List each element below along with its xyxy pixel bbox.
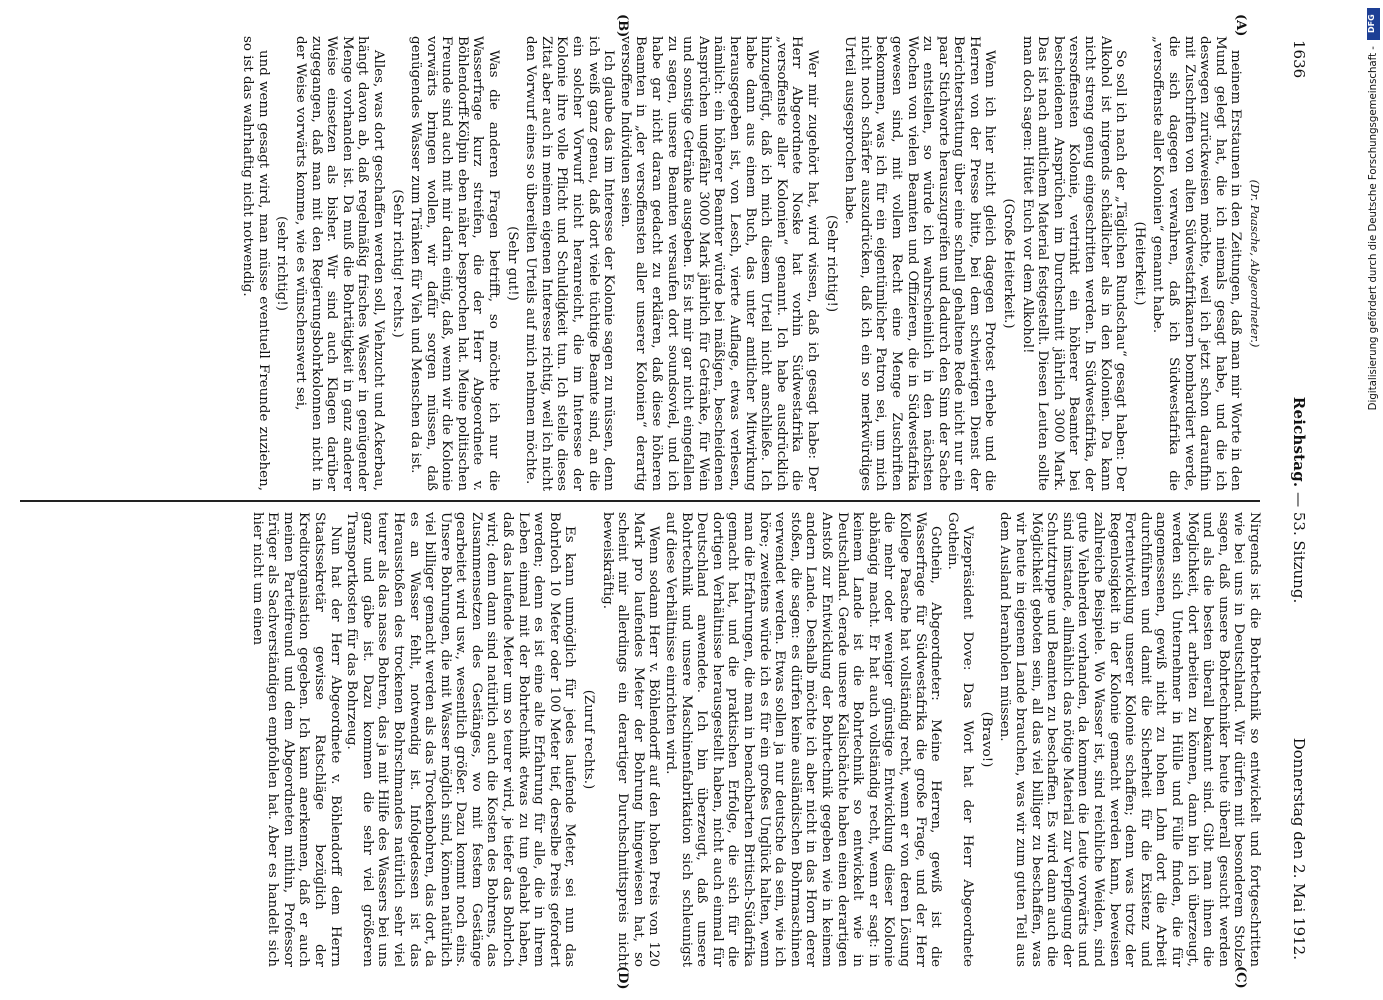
text-paragraph: Es kann unmöglich für jedes laufende Meter, sei nun das Bohrloch 10 Meter oder 100 Meter tief, derselbe Preis gefordert werden; denn es ist eine alte Erfahrung für alle, die in ihrem Leben einmal mit der Bohrtechnik etwas zu tun gehabt haben, daß das laufende Meter um so teurer wird, je tiefer das Bohrloch wird; denn dann sind natürlich auch die Kosten des Bohrens, das Zusammensetzen des Gestänges, wo mit festem Gestänge gearbeitet wird usw., wesentlich größer. Dazu kommt noch eins. Unsere Bohrungen, die mit Wasser möglich sind, können natürlich viel billiger gemacht werden als das Trockenbohren, das dort, da es an Wasser fehlt, notwendig ist. Infolgedessen ist das Herausstoßen des trockenen Bohrschmandes natürlich sehr viel teurer als das nasse Bohren, das ja mit Hilfe des Wassers bei uns ganz und gäbe ist. Dazu kommen die sehr viel größeren Transportkosten für das Bohrzeug. — [344, 512, 578, 967]
text-paragraph: und wenn gesagt wird, man müsse eventuell Freunde zuziehen, so ist das wahrhaftig nicht notwendig. — [240, 36, 271, 491]
speaker-label: (Dr. Paasche, Abgeordneter.) — [1248, 179, 1262, 348]
margin-mark-c: (C) — [1233, 966, 1248, 989]
text-paragraph: Gothein, Abgeordneter: Meine Herren, gewiß ist die Wasserfrage für Südwestafrika die große Frage, und der Herr Kollege Paasche hat vollständig recht, wenn er von deren Lösung die mehr oder weniger günstige Entwicklung dieser Kolonie abhängig macht. Er hat auch vollständig recht, wenn er sagt: in keinem Lande ist die Bohrtechnik so entwickelt wie in Deutschland. Gerade unsere Kalischächte haben einen derartigen Anstoß zur Entwicklung der Bohrtechnik gegeben wie in keinem andern Lande. Deshalb möchte ich aber nicht in das Horn derer stoßen, die sagen: es dürfen keine ausländischen Bohrmaschinen verwendet werden. Etwas sollen ja nur deutsche da sein, wie ich höre; zweitens würde ich es für ein großes Unglück halten, wenn man die Erfahrungen, die man in benachbarten Britisch-Südafrika gemacht hat, und die praktischen Erfolge, die sich für die dortigen Verhältnisse herausgestellt haben, nicht auch einmal für Deutschland anwendete. Ich bin überzeugt, daß unsere Bohrtechnik und unsere Maschinenfabrikation sich schleunigst auf diese Verhältnisse einrichten wird. — [663, 512, 944, 967]
text-paragraph: Nun hat der Herr Abgeordnete v. Böhlendorff dem Herrn Staatssekretär gewisse Ratschläge bezüglich der Kreditorganisation gegeben. Ich kann anerkennen, daß er auch meinen Parteifreund und dem Abgeordneten mithin, Professor Erüger als Sachverständigen empfohlen hat. Aber es handelt sich hier nicht um einen — [249, 512, 343, 967]
text-paragraph: Alles, was dort geschaffen werden soll, Viehzucht und Ackerbau, hängt davon ab, daß regelmäßig frisches Wasser in genügender Menge vorhanden ist. Da muß die Bohrtätigkeit in ganz anderer Weise einsetzen als bisher. Wir sind auch Klagen darüber zugegangen, daß man mit den Regierungsbohrkolonnen nicht in der Weise vorwärts komme, wie es wünschenswert sei, — [292, 36, 386, 491]
right-column — [12, 512, 1262, 967]
dfg-logo: DFG — [1367, 8, 1380, 40]
text-paragraph: Nirgends ist die Bohrtechnik so entwickelt und fortgeschritten wie bei uns in Deutschland. Wir dürfen mit besonderem Stolze sagen, daß unsere Bohrtechniker heute überall gesucht werden und als die besten überall bekannt sind. Gibt man ihnen die Möglichkeit, dort arbeiten zu können, dann bin ich überzeugt, werden sich Unternehmer in Hülle und Fülle finden, die für angemessenen, gewiß nicht zu hohen Lohn dort die Arbeit durchführen und damit die Sicherheit für die Existenz und Fortentwicklung unserer Kolonie schaffen; denn was trotz der Regenlosigkeit in der Kolonie gemacht werden kann, beweisen zahlreiche Beispiele. Wo Wasser ist, sind reichliche Weiden, sind gute Viehherden vorhanden, da kommen die Leute vorwärts und sind imstande, allmählich das nötige Material zur Verpflegung der Schutztruppe und Beamten zu beschaffen. Es wird dann auch die Möglichkeit geboten sein, all das viel billiger zu beschaffen, was wir heute in eigenem Lande brauchen, was wir zum guten Teil aus dem Ausland heranholen müssen. — [997, 512, 1262, 967]
column-divider — [20, 500, 1260, 502]
text-paragraph: Wenn ich hier nicht gleich dagegen Protest erhebe und die Herren von der Presse bitte, bei dem schwierigen Dienst der Berichterstattung über eine schnell gehaltene Rede nicht nur ein paar Stichworte herauszugreifen und dadurch den Sinn der Sache zu entstellen, so würde ich wahrscheinlich in den nächsten Wochen von vielen Beamten und Offizieren, die in Südwestafrika gewesen sind, mit vollem Recht eine Menge Zuschriften bekommen, was ich für ein eigentümlicher Patron sei, um mich nicht noch schärfer auszudrücken, daß ich ein so merkwürdiges Urteil ausgesprochen habe. — [842, 36, 998, 491]
audience-reaction: (Sehr gut!) — [504, 226, 520, 301]
session-label: — 53. Sitzung. — [1290, 492, 1308, 604]
digitization-credit: Digitalisierung gefördert durch die Deutsche Forschungsgemeinschaft - — [1368, 46, 1379, 411]
page-number: 1636 — [1290, 40, 1308, 79]
text-paragraph: Wenn sodann Herr v. Böhlendorff auf den hohen Preis von 120 Mark pro laufendes Meter der Bohrung hingewiesen hat, so scheint mir allerdings ein derartiger Durchschnittspreis nicht beweiskräftig. — [599, 512, 662, 967]
text-paragraph: Vizepräsident Dove: Das Wort hat der Herr Abgeordnete Gothein. — [944, 512, 976, 967]
text-paragraph: Was die anderen Fragen betrifft, so möchte ich nur die Wasserfrage kurz streifen, die der Herr Abgeordnete v. Böhlendorff-Kölpin eben näher besprochen hat. Meine politischen Freunde sind auch mit mir darin einig, daß, wenn wir die Kolonie vorwärts bringen wollen, wir dafür sorgen müssen, daß genügendes Wasser zum Tränken für Vieh und Menschen da ist. — [408, 36, 502, 491]
text-paragraph: So soll ich nach der „Täglichen Rundschau“ gesagt haben: Der Alkohol ist nirgends schädlicher als in den Kolonien. Da kann nicht streng genug eingeschritten werden. In Südwestafrika, der versoffensten Kolonie, vertrinkt ein höherer Beamter bei bescheidenen Ansprüchen im Durchschnitt jährlich 3000 Mark. Das ist nach amtlichem Material festgestellt. Diesen Leuten sollte man doch sagen: Hütet Euch vor dem Alkohol! — [1019, 36, 1129, 491]
issue-date: Donnerstag den 2. Mai 1912. — [1290, 737, 1308, 960]
text-paragraph: Ich glaube das im Interesse der Kolonie sagen zu müssen, denn ich weiß ganz genau, daß dort viele tüchtige Beamte sind, an die ein solcher Vorwurf nicht heranreicht, die im Interesse der Kolonie ihre volle Pflicht und Schuldigkeit tun. Ich stelle dieses Zitat aber auch in meinem eigenen Interesse richtig, weil ich nicht den Vorwurf eines so übereilten Urteils auf mich nehmen möchte. — [523, 36, 617, 491]
margin-mark-a: (A) — [1233, 14, 1248, 37]
audience-reaction: (Zuruf rechts.) — [581, 689, 597, 790]
publication-title: Reichstag. — [1290, 396, 1308, 488]
audience-reaction: (sehr richtig!) — [274, 216, 290, 311]
audience-reaction: (Sehr richtig! rechts.) — [389, 189, 405, 338]
audience-reaction: (Bravo!) — [978, 711, 994, 768]
audience-reaction: (Heiterkeit.) — [1131, 221, 1147, 306]
page-header — [1278, 40, 1308, 960]
margin-mark-d: (D) — [615, 966, 630, 990]
text-paragraph: meinem Erstaunen in den Zeitungen, daß man mir Worte in den Mund gelegt hat, die ich niemals gesagt habe, und die ich deswegen zurückweisen möchte, weil ich jetzt schon daraufhin mit Zuschriften von alten Südwestafrikanern bombardiert werde, die sich dagegen verwahren, daß ich Südwestafrika die „versoffenste aller Kolonien“ genannt habe. — [1150, 36, 1244, 491]
margin-mark-b: (B) — [615, 14, 630, 38]
left-column — [12, 36, 1262, 491]
audience-reaction: (Sehr richtig!) — [823, 214, 839, 313]
audience-reaction: (Große Heiterkeit.) — [1001, 198, 1017, 329]
text-paragraph: Wer mir zugehört hat, wird wissen, daß ich gesagt habe: Der Herr Abgeordnete Noske hat vorhin Südwestafrika die „versoffenste aller Kolonien“ genannt. Ich habe ausdrücklich hinzugefügt, daß ich mich diesem Urteil nicht anschließe. Ich habe dann aus einem Buch, das unter amtlicher Mitwirkung herausgegeben ist, von Lesch, vierte Auflage, etwas verlesen, nämlich: ein höherer Beamter würde bei mäßigen, bescheidenen Ansprüchen ungefähr 3000 Mark jährlich für Getränke, für Wein und sonstige Getränke ausgeben. Es ist mir gar nicht eingefallen zu sagen, unsere Beamten versaufen dort soundsoviel, und ich habe gar nicht daran gedacht zu erklären, daß diese höheren Beamten in „der versoffensten aller unserer Kolonien“ derartig versoffene Individuen seien. — [617, 36, 820, 491]
